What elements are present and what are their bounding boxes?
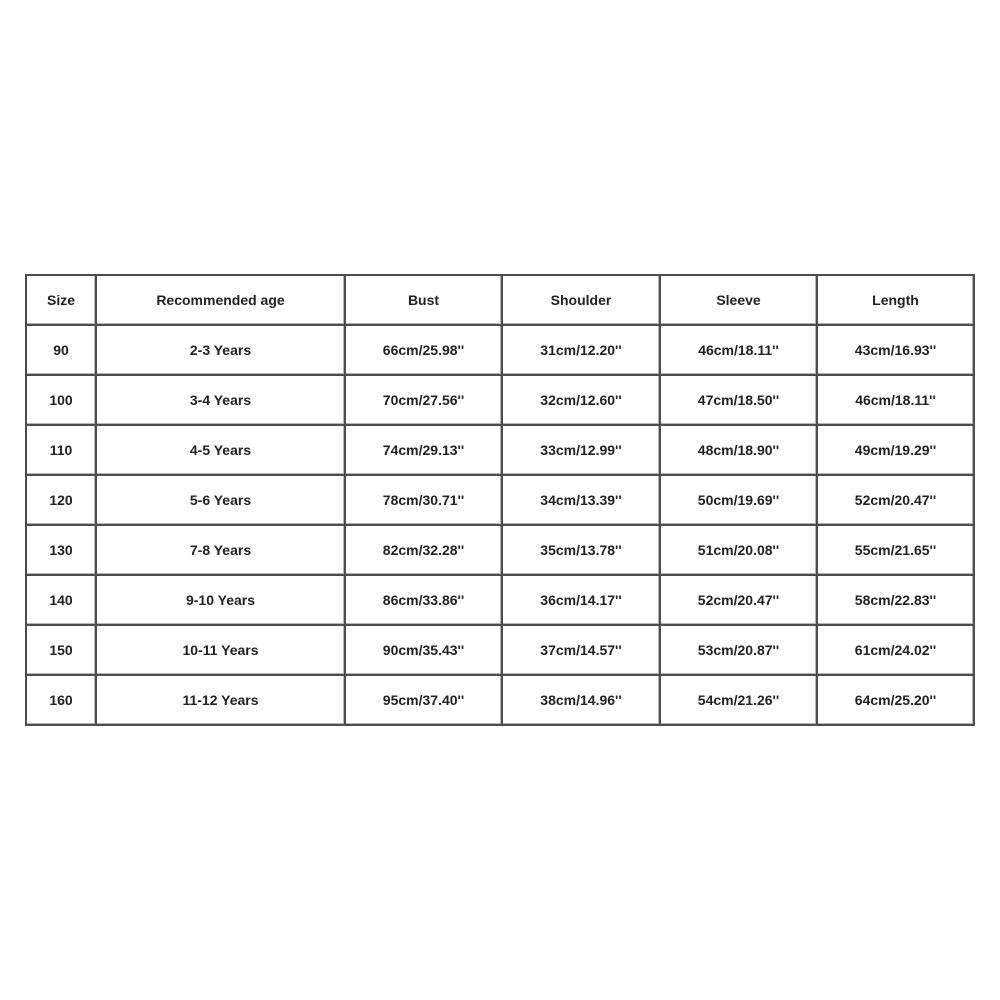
cell-size: 130: [27, 526, 97, 576]
table-row: [27, 476, 975, 526]
cell-length: 52cm/20.47'': [818, 476, 975, 526]
cell-shoulder: 35cm/13.78'': [503, 526, 661, 576]
cell-length: 58cm/22.83'': [818, 576, 975, 626]
cell-bust: 70cm/27.56'': [346, 376, 503, 426]
cell-bust: 86cm/33.86'': [346, 576, 503, 626]
cell-size: 100: [27, 376, 97, 426]
header-shoulder: Shoulder: [503, 276, 661, 326]
cell-shoulder: 31cm/12.20'': [503, 326, 661, 376]
header-size: Size: [27, 276, 97, 326]
table-row: [27, 376, 975, 426]
table-row: [27, 426, 975, 476]
cell-sleeve: 54cm/21.26'': [661, 676, 818, 726]
cell-recommended-age: 11-12 Years: [97, 676, 346, 726]
cell-shoulder: 34cm/13.39'': [503, 476, 661, 526]
cell-sleeve: 52cm/20.47'': [661, 576, 818, 626]
cell-bust: 95cm/37.40'': [346, 676, 503, 726]
cell-shoulder: 38cm/14.96'': [503, 676, 661, 726]
cell-size: 150: [27, 626, 97, 676]
header-length: Length: [818, 276, 975, 326]
cell-bust: 82cm/32.28'': [346, 526, 503, 576]
header-sleeve: Sleeve: [661, 276, 818, 326]
cell-size: 110: [27, 426, 97, 476]
cell-size: 90: [27, 326, 97, 376]
cell-size: 160: [27, 676, 97, 726]
header-recommended-age: Recommended age: [97, 276, 346, 326]
cell-bust: 66cm/25.98'': [346, 326, 503, 376]
cell-recommended-age: 10-11 Years: [97, 626, 346, 676]
cell-bust: 74cm/29.13'': [346, 426, 503, 476]
table-row: [27, 626, 975, 676]
size-chart-table: [25, 274, 975, 726]
cell-recommended-age: 2-3 Years: [97, 326, 346, 376]
cell-length: 55cm/21.65'': [818, 526, 975, 576]
cell-shoulder: 32cm/12.60'': [503, 376, 661, 426]
cell-bust: 78cm/30.71'': [346, 476, 503, 526]
cell-recommended-age: 5-6 Years: [97, 476, 346, 526]
table-row: [27, 576, 975, 626]
cell-recommended-age: 9-10 Years: [97, 576, 346, 626]
table-row: [27, 526, 975, 576]
cell-recommended-age: 4-5 Years: [97, 426, 346, 476]
cell-bust: 90cm/35.43'': [346, 626, 503, 676]
cell-sleeve: 50cm/19.69'': [661, 476, 818, 526]
cell-length: 43cm/16.93'': [818, 326, 975, 376]
cell-length: 49cm/19.29'': [818, 426, 975, 476]
cell-size: 120: [27, 476, 97, 526]
cell-sleeve: 48cm/18.90'': [661, 426, 818, 476]
cell-length: 61cm/24.02'': [818, 626, 975, 676]
cell-sleeve: 53cm/20.87'': [661, 626, 818, 676]
table-row: [27, 676, 975, 726]
cell-size: 140: [27, 576, 97, 626]
cell-length: 64cm/25.20'': [818, 676, 975, 726]
cell-sleeve: 47cm/18.50'': [661, 376, 818, 426]
cell-length: 46cm/18.11'': [818, 376, 975, 426]
header-bust: Bust: [346, 276, 503, 326]
cell-shoulder: 36cm/14.17'': [503, 576, 661, 626]
table-header-row: [27, 276, 975, 326]
cell-recommended-age: 7-8 Years: [97, 526, 346, 576]
cell-sleeve: 51cm/20.08'': [661, 526, 818, 576]
cell-shoulder: 33cm/12.99'': [503, 426, 661, 476]
cell-shoulder: 37cm/14.57'': [503, 626, 661, 676]
cell-recommended-age: 3-4 Years: [97, 376, 346, 426]
cell-sleeve: 46cm/18.11'': [661, 326, 818, 376]
table-row: [27, 326, 975, 376]
